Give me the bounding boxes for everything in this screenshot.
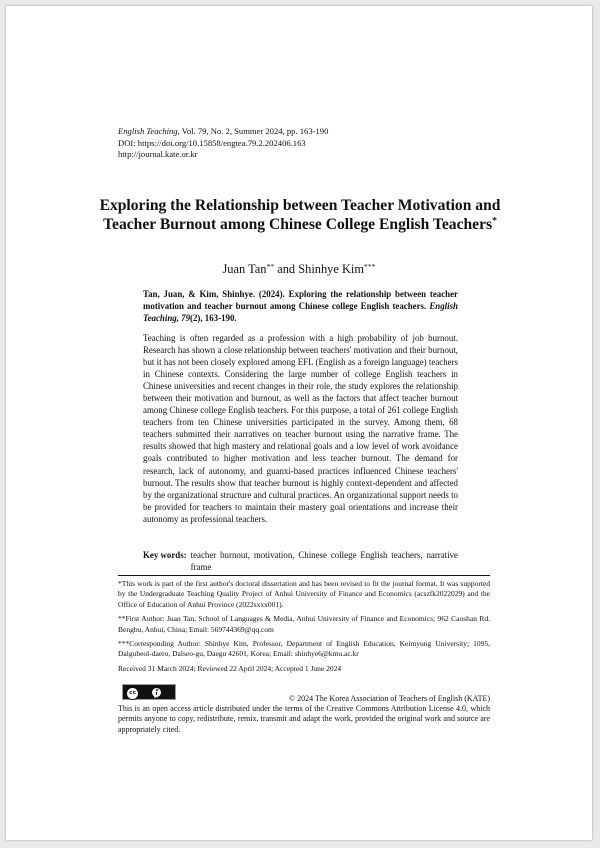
footnote-corresponding-author: ***Corresponding Author: Shinhye Kim, Professor, Department of English Education, Keimyung University; 1095, Dalgubeol-daero, Dalseo-gu, Daegu 42601, Korea; Email: shinhye6@kmu.ac.kr	[118, 639, 490, 659]
cc-circle-icon: cc	[126, 687, 139, 700]
document-page	[6, 6, 592, 840]
doi-line: DOI: https://doi.org/10.15858/engtea.79.2.202406.163	[118, 137, 306, 148]
journal-issue: , Vol. 79, No. 2, Summer 2024, pp. 163-190	[177, 126, 329, 136]
journal-url: http://journal.kate.or.kr	[118, 149, 198, 159]
footnote-funding: *This work is part of the first author's doctoral dissertation and has been revised to fit the journal format. It was supported by the Undergraduate Teaching Quality Project of Anhui University of Finance and Economics (acszfk2022029) and the Office of Education of Anhui Province (2022sxxx001).	[118, 579, 490, 609]
keywords-text: teacher burnout, motivation, Chinese college English teachers, narrative frame	[190, 550, 458, 572]
journal-header	[118, 126, 328, 161]
author-corresponding-mark: ***	[363, 261, 376, 271]
journal-citation-line	[118, 126, 328, 138]
license-text: This is an open access article distributed under the terms of the Creative Commons Attribution License 4.0, which permits anyone to copy, redistribute, remix, transmit and adapt the work, provided the original work and source are appropriately cited.	[118, 704, 490, 734]
citation-text: Tan, Juan, & Kim, Shinhye. (2024). Exploring the relationship between teacher motivation and teacher burnout among Chinese college English teachers.	[143, 289, 458, 311]
copyright-line: © 2024 The Korea Association of Teachers of English (KATE)	[289, 694, 490, 703]
author-first: Juan Tan	[222, 262, 267, 276]
article-title	[98, 196, 502, 234]
footnote-dates: Received 31 March 2024; Reviewed 22 April 2024; Accepted 1 June 2024	[118, 663, 342, 673]
journal-name: English Teaching	[118, 126, 178, 136]
author-joiner: and	[274, 262, 299, 276]
author-corresponding: Shinhye Kim	[298, 262, 364, 276]
abstract: Teaching is often regarded as a profession with a high probability of job burnout. Research has shown a close relationship between teachers' motivation and their burnout, but it has not been closely explored among EFL (English as a foreign language) teachers in Chinese contexts. Considering the large number of college English teachers in Chinese universities and recent changes in their role, the study explores the relationship between their motivation and burnout, as well as the factors that affect teacher burnout among Chinese college English teachers. For this purpose, a total of 261 college English teachers from ten Chinese universities participated in the survey. Among them, 68 teachers submitted their narratives on teacher burnout using the narrative frame. The results showed that high mastery and relational goals and a low level of work avoidance goals contributed to higher motivation and less teacher burnout. The demand for research, lack of autonomy, and guanxi-based practices influenced Chinese teachers' burnout. The results show that teacher burnout is highly context-dependent and affected by the organizational structure and cultural practices. An organizational support needs to be provided for teachers to maintain their mastery goal orientations and increase their autonomy as professional teachers.	[143, 333, 458, 524]
article-title-text: Exploring the Relationship between Teacher Motivation and Teacher Burnout among Chinese College English Teachers	[99, 197, 501, 233]
by-label: BY	[153, 695, 159, 699]
footnote-first-author: **First Author: Juan Tan, School of Languages & Media, Anhui University of Finance and Economics; 962 Caoshan Rd. Bengbu, Anhui, China; Email: 569744369@qq.com	[118, 614, 490, 634]
footnote-rule	[118, 575, 490, 576]
footnotes	[118, 579, 490, 678]
title-footnote-mark: *	[492, 215, 497, 227]
author-first-mark: **	[266, 261, 275, 271]
keywords-label: Key words:	[143, 550, 187, 560]
author-line	[6, 262, 592, 277]
citation-journal: English Teaching, 79	[143, 300, 458, 323]
citation-block	[143, 289, 458, 325]
citation-rest: (2), 163-190.	[190, 312, 237, 323]
keywords	[143, 549, 458, 573]
